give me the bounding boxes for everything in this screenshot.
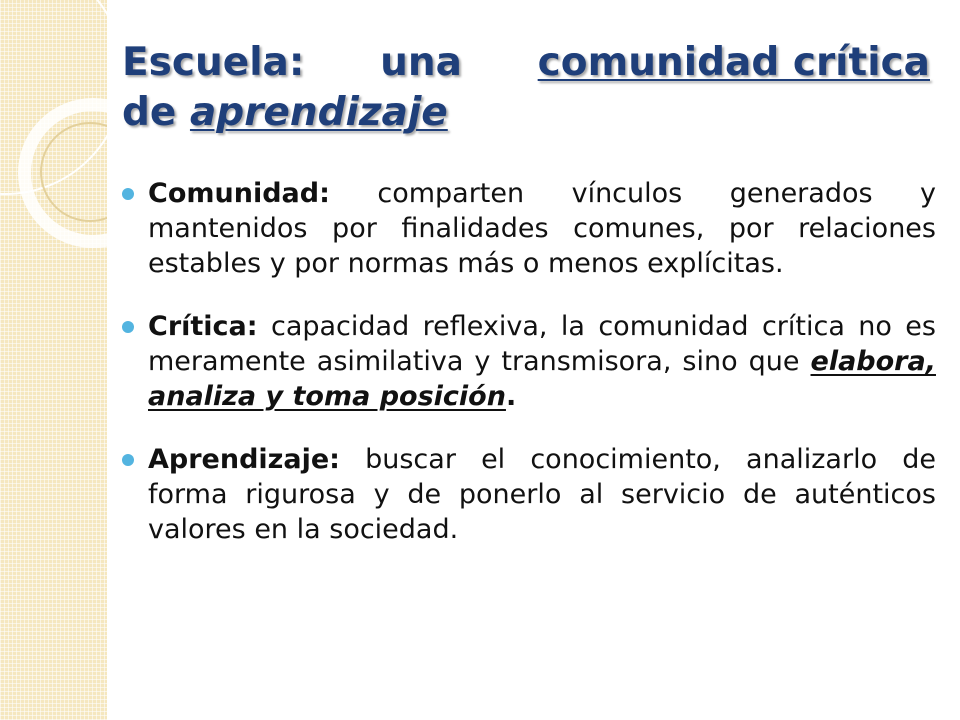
title-word-de: de [122, 90, 177, 135]
bullet-text [148, 442, 936, 547]
bullet-dot-icon [122, 454, 134, 466]
title-word-una: una [380, 40, 462, 85]
bullet-list [122, 176, 936, 575]
title-comunidad-critica: comunidad crítica [537, 40, 930, 85]
bullet-dot-icon [122, 321, 134, 333]
bullet-term: Comunidad: [148, 178, 330, 209]
bullet-body: comparten vínculos generados y mantenidos por finalidades comunes, por relaciones estables y por normas más o menos explícitas. [148, 178, 936, 279]
bullet-aprendizaje [122, 442, 936, 547]
bullet-comunidad [122, 176, 936, 281]
bullet-dot-icon [122, 188, 134, 200]
bullet-body: capacidad reflexiva, la comunidad crítica no es meramente asimilativa y transmisora, sino que [148, 311, 936, 377]
bullet-end: . [505, 381, 517, 412]
title-aprendizaje: aprendizaje [189, 90, 448, 135]
decorative-side-band [0, 0, 107, 720]
bullet-term: Crítica: [148, 311, 258, 342]
title-line-2 [122, 88, 930, 138]
title-word-escuela: Escuela: [122, 40, 305, 85]
slide-title [122, 38, 930, 138]
title-line-1 [122, 38, 930, 88]
bullet-text [148, 309, 936, 414]
bullet-critica [122, 309, 936, 414]
bullet-emphasis: elabora, analiza y toma posición [148, 346, 936, 412]
bullet-text [148, 176, 936, 281]
bullet-body: buscar el conocimiento, analizarlo de forma rigurosa y de ponerlo al servicio de auténticos valores en la sociedad. [148, 444, 936, 545]
bullet-term: Aprendizaje: [148, 444, 340, 475]
